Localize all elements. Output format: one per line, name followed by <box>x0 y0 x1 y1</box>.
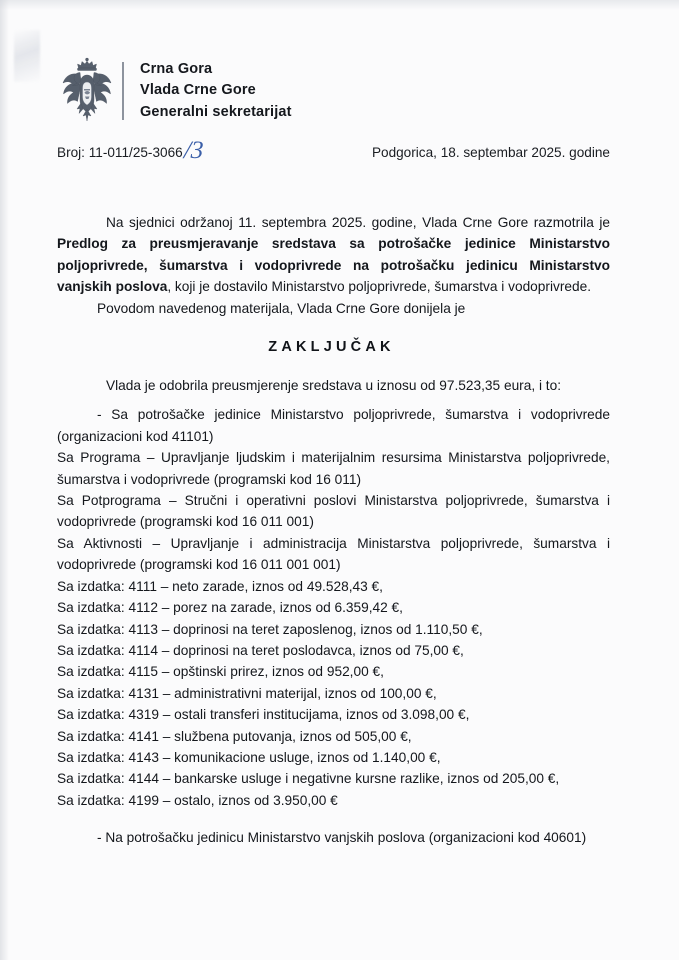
letterhead-divider <box>122 62 124 120</box>
source-line: Sa izdatka: 4131 – administrativni materijal, iznos od 100,00 €, <box>57 685 437 701</box>
letterhead <box>60 57 292 125</box>
intro-part-2: , koji je dostavilo Ministarstvo poljoprivrede, šumarstva i vodoprivrede. <box>167 279 592 295</box>
reference-row <box>57 137 610 164</box>
spacer-before-source <box>57 396 610 404</box>
source-line: Sa izdatka: 4115 – opštinski prirez, iznos od 952,00 €, <box>57 664 384 680</box>
spacer-after-heading <box>57 355 610 375</box>
document-body <box>57 212 610 849</box>
source-line: Sa izdatka: 4113 – doprinosi na teret zaposlenog, iznos od 1.110,50 €, <box>57 621 483 637</box>
source-line: Sa izdatka: 4319 – ostali transferi institucijama, iznos od 3.098,00 €, <box>57 707 470 723</box>
document-heading: ZAKLJUČAK <box>268 339 395 356</box>
intro-second-paragraph: Povodom navedenog materijala, Vlada Crne Gore donijela je <box>97 300 466 316</box>
letterhead-line-country: Crna Gora <box>140 60 213 77</box>
reference-number-text: Broj: 11-011/25-3066 <box>57 145 183 160</box>
intro-paragraph <box>57 212 610 298</box>
scan-edge-shadow-top <box>0 0 679 10</box>
place-and-date: Podgorica, 18. septembar 2025. godine <box>371 145 610 160</box>
source-unit-paragraph: - Sa potrošačke jedinice Ministarstvo poljoprivrede, šumarstva i vodoprivrede (organizacioni kod 41101) <box>57 407 610 444</box>
spacer-before-destination <box>57 811 610 827</box>
source-line: Sa izdatka: 4141 – službena putovanja, iznos od 505,00 €, <box>57 728 412 744</box>
scan-artifact-smudge <box>14 30 40 82</box>
montenegro-coat-of-arms-icon <box>60 57 114 125</box>
source-line: Sa izdatka: 4144 – bankarske usluge i negativne kursne razlike, iznos od 205,00 €, <box>57 771 560 787</box>
letterhead-text <box>140 59 292 124</box>
approval-paragraph: Vlada je odobrila preusmjerenje sredstava u iznosu od 97.523,35 eura, i to: <box>106 378 562 394</box>
letterhead-line-government: Vlada Crne Gore <box>140 82 256 99</box>
source-line: Sa Aktivnosti – Upravljanje i administracija Ministarstva poljoprivrede, šumarstva i vodoprivrede (programski kod 16 011 001 001) <box>57 535 610 573</box>
letterhead-line-department: Generalni sekretarijat <box>140 103 292 120</box>
destination-unit-paragraph: - Na potrošačku jedinicu Ministarstvo vanjskih poslova (organizacioni kod 40601) <box>97 830 587 846</box>
reference-number <box>57 137 204 164</box>
handwritten-annotation: /3 <box>182 137 204 164</box>
source-line: Sa Potprograma – Stručni i operativni poslovi Ministarstva poljoprivrede, šumarstva i vodoprivrede (programski kod 16 011 001) <box>57 493 610 530</box>
source-line: Sa izdatka: 4111 – neto zarade, iznos od 49.528,43 €, <box>57 578 383 594</box>
spacer-before-heading <box>57 319 610 339</box>
source-line: Sa izdatka: 4199 – ostalo, iznos od 3.950,00 € <box>57 792 338 808</box>
source-line: Sa izdatka: 4112 – porez na zarade, iznos od 6.359,42 €, <box>57 600 403 616</box>
source-line: Sa izdatka: 4114 – doprinosi na teret poslodavca, iznos od 75,00 €, <box>57 642 464 658</box>
scan-edge-shadow-left <box>0 0 9 960</box>
source-line: Sa Programa – Upravljanje ljudskim i materijalnim resursima Ministarstva poljoprivrede, šumarstva i vodoprivrede (programski kod 16 011) <box>57 450 610 487</box>
source-lines-list <box>57 447 610 811</box>
intro-part-1: Na sjednici održanoj 11. septembra 2025. godine, Vlada Crne Gore razmotrila je <box>106 215 610 230</box>
intro-bold-title: Predlog za preusmjeravanje sredstava sa potrošačke jedinice Ministarstvo poljoprivrede, šumarstva i vodoprivrede na potrošačku jedinicu Ministarstvo vanjskih poslova <box>57 236 610 295</box>
source-line: Sa izdatka: 4143 – komunikacione usluge, iznos od 1.140,00 €, <box>57 749 441 765</box>
